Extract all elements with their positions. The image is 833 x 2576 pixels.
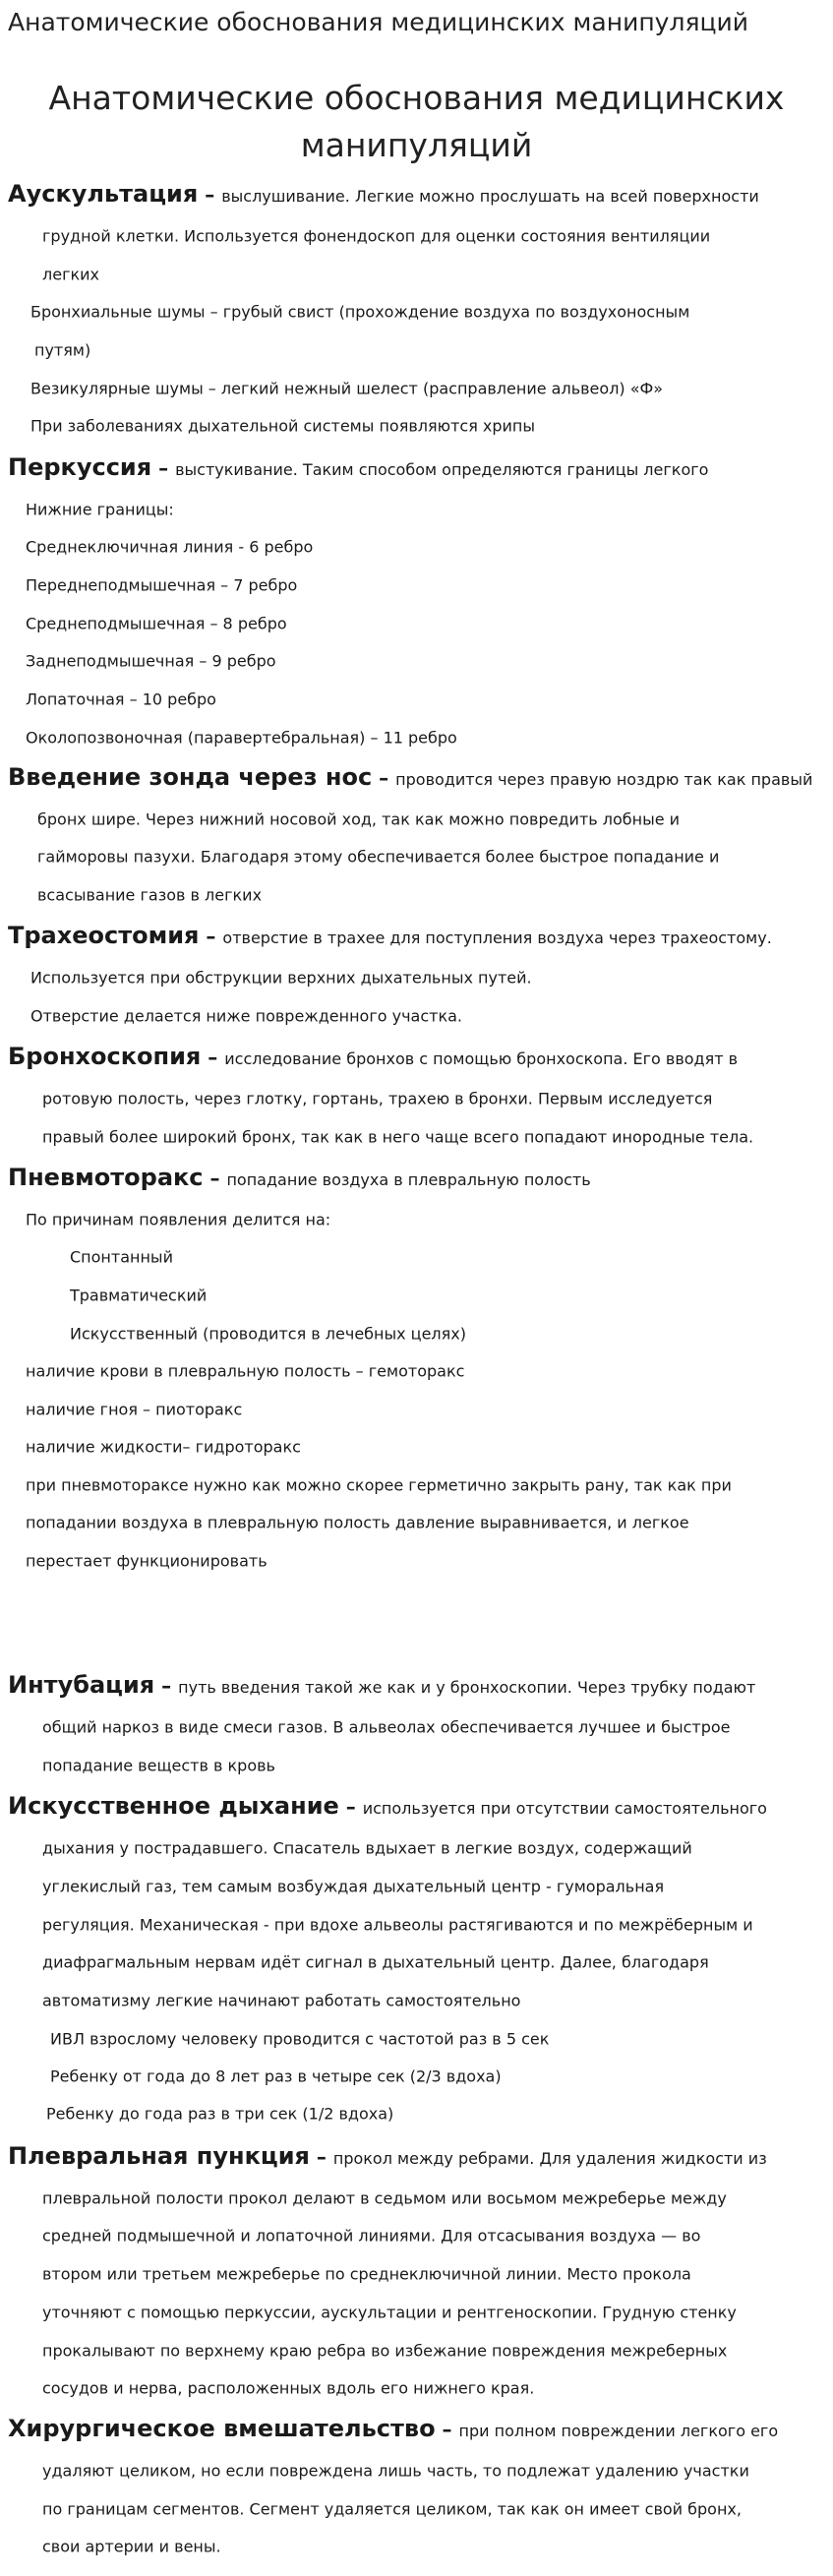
- title-dash: –: [198, 183, 222, 207]
- section-heading-row: [8, 1671, 755, 1699]
- section-title: Искусственное дыхание: [8, 1792, 339, 1820]
- section-heading-row: [8, 180, 759, 208]
- title-dash: –: [435, 2418, 459, 2441]
- section-text-line: ИВЛ взрослому человеку проводится с частотой раз в 5 сек: [50, 2029, 550, 2049]
- section-text-line: правый более широкий бронх, так как в него чаще всего попадают инородные тела.: [42, 1127, 754, 1147]
- section-text-line: удаляют целиком, но если повреждена лишь часть, то подлежат удалению участки: [42, 2461, 749, 2481]
- section-title: Аускультация: [8, 180, 199, 208]
- section-text-line: Искусственный (проводится в лечебных целях): [70, 1324, 466, 1344]
- section-text-line: Бронхиальные шумы – грубый свист (прохождение воздуха по воздухоносным: [30, 302, 690, 322]
- section-text-line: При заболеваниях дыхательной системы появляются хрипы: [30, 416, 536, 436]
- section-intro: используется при отсутствии самостоятельного: [362, 1799, 767, 1818]
- section-intro: прокол между ребрами. Для удаления жидкости из: [332, 2149, 767, 2168]
- section-text-line: Переднеподмышечная – 7 ребро: [26, 575, 298, 595]
- title-dash: –: [201, 1046, 225, 1069]
- section-text-line: диафрагмальным нервам идёт сигнал в дыхательный центр. Далее, благодаря: [42, 1952, 709, 1972]
- section-title: Бронхоскопия: [8, 1043, 202, 1070]
- section-title: Перкуссия: [8, 453, 152, 481]
- section-text-line: Ребенку до года раз в три сек (1/2 вдоха): [46, 2104, 394, 2124]
- section-text-line: средней подмышечной и лопаточной линиями. Для отсасывания воздуха — во: [42, 2226, 701, 2246]
- section-text-line: при пневмотораксе нужно как можно скорее герметично закрыть рану, так как при: [26, 1475, 732, 1495]
- section-text-line: грудной клетки. Используется фонендоскоп для оценки состояния вентиляции: [42, 226, 711, 246]
- title-dash: –: [203, 1167, 227, 1190]
- section-title: Хирургическое вмешательство: [8, 2415, 436, 2442]
- section-intro: путь введения такой же как и у бронхоскопии. Через трубку подают: [178, 1678, 756, 1697]
- section-text-line: Ребенку от года до 8 лет раз в четыре сек (2/3 вдоха): [50, 2067, 502, 2086]
- section-heading-row: [8, 453, 708, 481]
- section-text-line: Отверстие делается ниже поврежденного участка.: [30, 1006, 462, 1026]
- section-text-line: Нижние границы:: [26, 500, 174, 519]
- window-title: Анатомические обоснования медицинских манипуляций: [8, 8, 748, 36]
- section-text-line: по границам сегментов. Сегмент удаляется целиком, так как он имеет свой бронх,: [42, 2499, 742, 2519]
- section-title: Введение зонда через нос: [8, 763, 373, 791]
- section-title: Интубация: [8, 1671, 155, 1699]
- section-text-line: Используется при обструкции верхних дыхательных путей.: [30, 968, 532, 988]
- section-text-line: бронх шире. Через нижний носовой ход, так как можно повредить лобные и: [37, 809, 681, 829]
- section-heading-row: [8, 922, 772, 949]
- section-heading-row: [8, 2142, 767, 2170]
- section-intro: при полном повреждении легкого его: [458, 2422, 779, 2440]
- section-text-line: Околопозвоночная (паравертебральная) – 11 ребро: [26, 728, 457, 748]
- section-title: Плевральная пункция: [8, 2142, 310, 2170]
- section-text-line: плевральной полости прокол делают в седьмом или восьмом межреберье между: [42, 2188, 727, 2208]
- section-text-line: Везикулярные шумы – легкий нежный шелест (расправление альвеол) «Ф»: [30, 379, 664, 398]
- section-text-line: гайморовы пазухи. Благодаря этому обеспечивается более быстрое попадание и: [37, 847, 720, 867]
- section-text-line: втором или третьем межреберье по среднеключичной линии. Место прокола: [42, 2264, 691, 2284]
- section-intro: выстукивание. Таким способом определяются границы легкого: [175, 460, 709, 479]
- section-text-line: попадании воздуха в плевральную полость давление выравнивается, и легкое: [26, 1513, 689, 1532]
- title-dash: –: [154, 1674, 179, 1698]
- title-dash: –: [338, 1795, 363, 1819]
- section-text-line: Травматический: [70, 1286, 208, 1305]
- section-text-line: наличие жидкости– гидроторакс: [26, 1437, 301, 1457]
- section-text-line: сосудов и нерва, расположенных вдоль его нижнего края.: [42, 2378, 535, 2398]
- section-heading-row: [8, 1043, 738, 1070]
- section-title: Трахеостомия: [8, 922, 200, 949]
- section-text-line: ротовую полость, через глотку, гортань, трахею в бронхи. Первым исследуется: [42, 1089, 713, 1108]
- page-title: [0, 75, 833, 169]
- section-heading-row: [8, 2415, 778, 2442]
- section-intro: исследование бронхов с помощью бронхоскопа. Его вводят в: [224, 1049, 739, 1068]
- page-title-line: манипуляций: [300, 126, 533, 164]
- section-intro: проводится через правую ноздрю так как правый: [395, 770, 813, 789]
- section-text-line: регуляция. Механическая - при вдохе альвеолы растягиваются и по межрёберным и: [42, 1915, 753, 1935]
- section-text-line: наличие гноя – пиоторакс: [26, 1400, 243, 1419]
- section-text-line: перестает функционировать: [26, 1551, 268, 1571]
- section-text-line: попадание веществ в кровь: [42, 1756, 275, 1775]
- section-text-line: углекислый газ, тем самым возбуждая дыхательный центр - гуморальная: [42, 1877, 665, 1896]
- section-intro: выслушивание. Легкие можно прослушать на всей поверхности: [221, 187, 759, 206]
- section-text-line: наличие крови в плевральную полость – гемоторакс: [26, 1361, 465, 1381]
- section-heading-row: [8, 763, 812, 791]
- section-intro: отверстие в трахее для поступления воздуха через трахеостому.: [222, 929, 772, 947]
- section-text-line: По причинам появления делится на:: [26, 1210, 331, 1229]
- section-text-line: всасывание газов в легких: [37, 885, 263, 905]
- section-title: Пневмоторакс: [8, 1164, 204, 1191]
- title-dash: –: [309, 2145, 333, 2169]
- section-text-line: Заднеподмышечная – 9 ребро: [26, 651, 276, 671]
- section-heading-row: [8, 1164, 591, 1191]
- title-dash: –: [199, 925, 223, 948]
- section-text-line: общий наркоз в виде смеси газов. В альвеолах обеспечивается лучшее и быстрое: [42, 1717, 731, 1737]
- section-intro: попадание воздуха в плевральную полость: [226, 1170, 591, 1189]
- section-text-line: путям): [34, 340, 91, 360]
- section-text-line: Спонтанный: [70, 1247, 173, 1267]
- section-text-line: прокалывают по верхнему краю ребра во избежание повреждения межреберных: [42, 2341, 728, 2361]
- section-text-line: свои артерии и вены.: [42, 2537, 221, 2556]
- section-text-line: Лопаточная – 10 ребро: [26, 689, 216, 709]
- section-text-line: Среднеподмышечная – 8 ребро: [26, 614, 287, 633]
- title-dash: –: [151, 456, 176, 480]
- section-text-line: уточняют с помощью перкуссии, аускультации и рентгеноскопии. Грудную стенку: [42, 2303, 737, 2322]
- title-dash: –: [372, 766, 396, 790]
- page-title-line: Анатомические обоснования медицинских: [48, 79, 785, 117]
- section-text-line: автоматизму легкие начинают работать самостоятельно: [42, 1991, 521, 2010]
- section-text-line: Среднеключичная линия - 6 ребро: [26, 537, 314, 557]
- section-text-line: легких: [42, 265, 100, 284]
- section-heading-row: [8, 1792, 767, 1820]
- section-text-line: дыхания у пострадавшего. Спасатель вдыхает в легкие воздух, содержащий: [42, 1838, 692, 1858]
